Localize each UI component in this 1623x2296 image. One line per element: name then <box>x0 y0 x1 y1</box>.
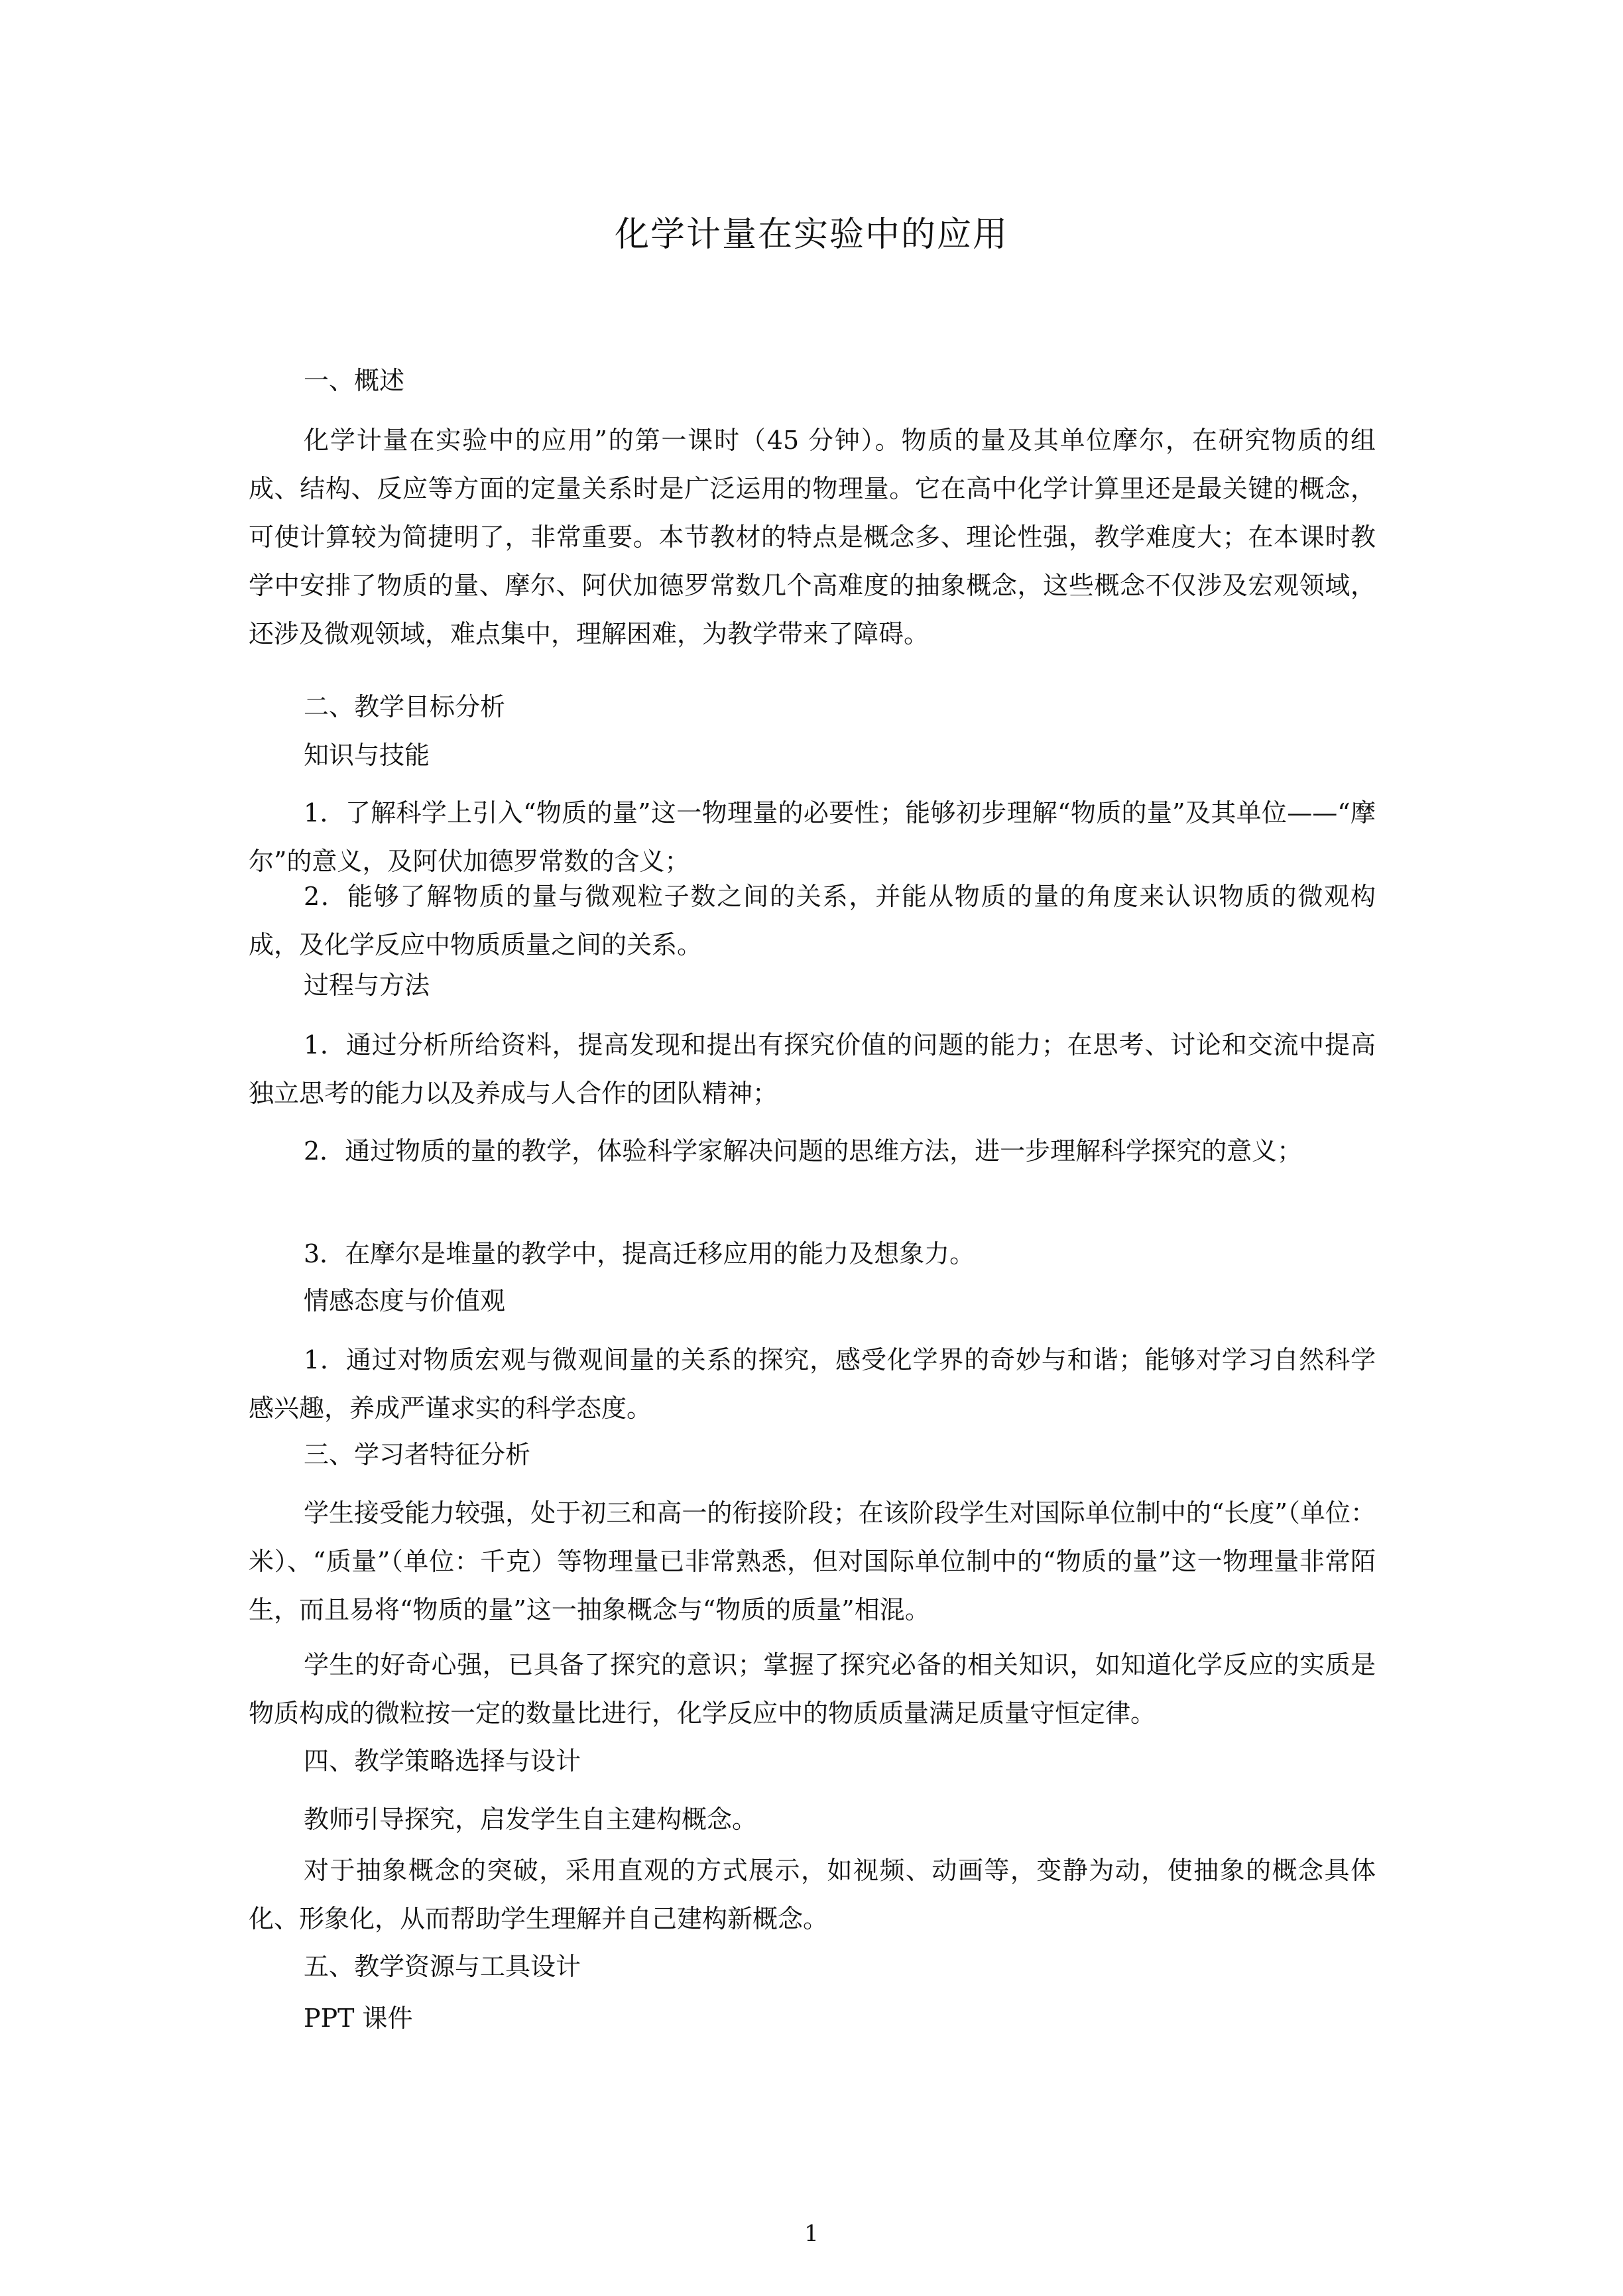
knowledge-item-2: 2．能够了解物质的量与微观粒子数之间的关系，并能从物质的量的角度来认识物质的微观构成，及化学反应中物质质量之间的关系。 <box>249 882 1376 959</box>
resources-item: PPT 课件 <box>304 2004 413 2033</box>
strategy-paragraph-1: 教师引导探究，启发学生自主建构概念。 <box>304 1805 758 1834</box>
overview-paragraph: 化学计量在实验中的应用”的第一课时（45 分钟）。物质的量及其单位摩尔，在研究物质的组成、结构、反应等方面的定量关系时是广泛运用的物理量。它在高中化学计算里还是最关键的概念，可使计算较为简捷明了，非常重要。本节教材的特点是概念多、理论性强，教学难度大；在本课时教学中安排了物质的量、摩尔、阿伏加德罗常数几个高难度的抽象概念，这些概念不仅涉及宏观领域，还涉及微观领域，难点集中，理解困难，为教学带来了障碍。 <box>249 426 1376 648</box>
section-heading-strategy: 四、教学策略选择与设计 <box>304 1746 581 1776</box>
process-item-3: 3．在摩尔是堆量的教学中，提高迁移应用的能力及想象力。 <box>304 1239 975 1268</box>
subheading-knowledge: 知识与技能 <box>304 741 430 770</box>
page-number: 1 <box>804 2220 819 2247</box>
learners-paragraph-2: 学生的好奇心强，已具备了探究的意识；掌握了探究必备的相关知识，如知道化学反应的实质是物质构成的微粒按一定的数量比进行，化学反应中的物质质量满足质量守恒定律。 <box>249 1650 1376 1728</box>
process-item-1: 1．通过分析所给资料，提高发现和提出有探究价值的问题的能力；在思考、讨论和交流中提高独立思考的能力以及养成与人合作的团队精神； <box>249 1030 1376 1108</box>
attitude-item-1: 1．通过对物质宏观与微观间量的关系的探究，感受化学界的奇妙与和谐；能够对学习自然科学感兴趣，养成严谨求实的科学态度。 <box>249 1345 1376 1423</box>
document-title: 化学计量在实验中的应用 <box>614 215 1008 255</box>
knowledge-item-1: 1．了解科学上引入“物质的量”这一物理量的必要性；能够初步理解“物质的量”及其单位——“摩尔”的意义，及阿伏加德罗常数的含义； <box>249 798 1376 876</box>
section-heading-overview: 一、概述 <box>304 366 405 395</box>
section-heading-learners: 三、学习者特征分析 <box>304 1440 531 1469</box>
strategy-paragraph-2: 对于抽象概念的突破，采用直观的方式展示，如视频、动画等，变静为动，使抽象的概念具体化、形象化，从而帮助学生理解并自己建构新概念。 <box>249 1856 1376 1933</box>
learners-paragraph-1: 学生接受能力较强，处于初三和高一的衔接阶段；在该阶段学生对国际单位制中的“长度”（单位：米）、“质量”（单位：千克）等物理量已非常熟悉，但对国际单位制中的“物质的量”这一物理量非常陌生，而且易将“物质的量”这一抽象概念与“物质的质量”相混。 <box>249 1498 1376 1624</box>
section-heading-objectives: 二、教学目标分析 <box>304 692 506 721</box>
subheading-attitude: 情感态度与价值观 <box>304 1286 506 1315</box>
process-item-2: 2．通过物质的量的教学，体验科学家解决问题的思维方法，进一步理解科学探究的意义； <box>304 1136 1303 1166</box>
section-heading-resources: 五、教学资源与工具设计 <box>304 1952 581 1981</box>
subheading-process: 过程与方法 <box>304 971 430 1000</box>
